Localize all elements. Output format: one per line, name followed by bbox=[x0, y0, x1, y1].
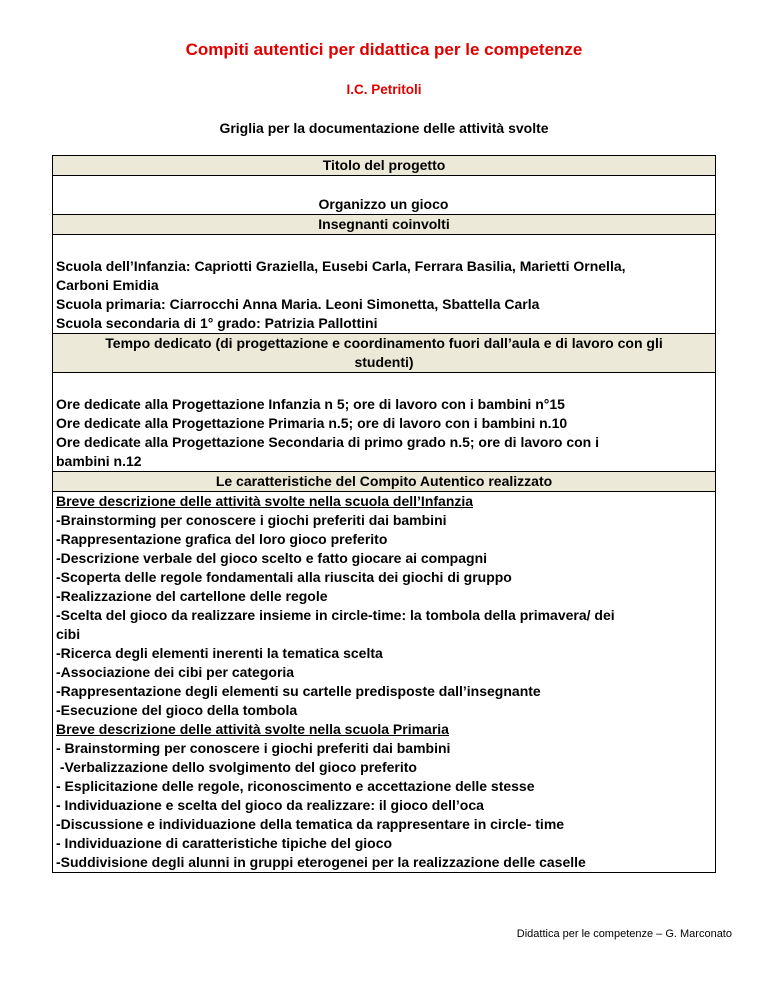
hours-line: Ore dedicate alla Progettazione Primaria n.5; ore di lavoro con i bambini n.10 bbox=[56, 415, 568, 431]
project-title-value: Organizzo un gioco bbox=[318, 196, 449, 212]
activity-item: -Rappresentazione grafica del loro gioco preferito bbox=[56, 531, 388, 547]
activity-item: -Scoperta delle regole fondamentali alla riuscita dei giochi di gruppo bbox=[56, 569, 512, 585]
hours-line: Ore dedicate alla Progettazione Infanzia n 5; ore di lavoro con i bambini n°15 bbox=[56, 396, 565, 412]
teachers-line: Scuola dell’Infanzia: Capriotti Graziella, Eusebi Carla, Ferrara Basilia, Marietti Ornella, bbox=[56, 258, 626, 274]
primaria-subheading: Breve descrizione delle attività svolte nella scuola Primaria bbox=[56, 721, 449, 737]
activity-item: -Realizzazione del cartellone delle regole bbox=[56, 588, 328, 604]
page-footer: Didattica per le competenze – G. Marconato bbox=[516, 928, 732, 940]
hours-line: Ore dedicate alla Progettazione Secondaria di primo grado n.5; ore di lavoro con i bbox=[56, 434, 600, 450]
hours-line: bambini n.12 bbox=[56, 453, 142, 469]
activity-item: - Individuazione e scelta del gioco da realizzare: il gioco dell’oca bbox=[56, 797, 484, 813]
infanzia-subheading: Breve descrizione delle attività svolte nella scuola dell’Infanzia bbox=[56, 493, 474, 509]
activity-item: -Brainstorming per conoscere i giochi preferiti dai bambini bbox=[56, 512, 447, 528]
activity-item: -Ricerca degli elementi inerenti la tematica scelta bbox=[56, 645, 383, 661]
activity-item: - Individuazione di caratteristiche tipiche del gioco bbox=[56, 835, 393, 851]
tempo-heading-line: Tempo dedicato (di progettazione e coordinamento fuori dall’aula e di lavoro con gli bbox=[105, 335, 663, 351]
activity-item: -Descrizione verbale del gioco scelto e fatto giocare ai compagni bbox=[56, 550, 488, 566]
document-title: Compiti autentici per didattica per le competenze bbox=[185, 40, 583, 59]
section-heading-titolo: Titolo del progetto bbox=[53, 156, 715, 176]
section-heading-tempo bbox=[53, 334, 715, 373]
section-body-tempo bbox=[53, 373, 715, 472]
activity-item: -Verbalizzazione dello svolgimento del gioco preferito bbox=[56, 759, 417, 775]
activity-item: - Brainstorming per conoscere i giochi preferiti dai bambini bbox=[56, 740, 451, 756]
teachers-line: Scuola primaria: Ciarrocchi Anna Maria. Leoni Simonetta, Sbattella Carla bbox=[56, 296, 540, 312]
activity-item: -Esecuzione del gioco della tombola bbox=[56, 702, 298, 718]
activity-item: -Associazione dei cibi per categoria bbox=[56, 664, 295, 680]
section-heading-insegnanti: Insegnanti coinvolti bbox=[53, 215, 715, 235]
activity-item: -Rappresentazione degli elementi su cartelle predisposte dall’insegnante bbox=[56, 683, 541, 699]
activity-item: -Discussione e individuazione della tematica da rappresentare in circle- time bbox=[56, 816, 565, 832]
section-heading-caratteristiche: Le caratteristiche del Compito Autentico realizzato bbox=[53, 472, 715, 492]
section-body-insegnanti bbox=[53, 235, 715, 334]
documentation-grid bbox=[52, 155, 716, 873]
section-body-titolo bbox=[53, 176, 715, 215]
school-name: I.C. Petritoli bbox=[346, 82, 422, 97]
grid-title: Griglia per la documentazione delle attività svolte bbox=[219, 120, 549, 136]
section-body-caratteristiche bbox=[53, 492, 715, 872]
teachers-line: Carboni Emidia bbox=[56, 277, 159, 293]
activity-item: cibi bbox=[56, 626, 81, 642]
activity-item: - Esplicitazione delle regole, riconoscimento e accettazione delle stesse bbox=[56, 778, 535, 794]
activity-item: -Suddivisione degli alunni in gruppi eterogenei per la realizzazione delle caselle bbox=[56, 854, 586, 870]
activity-item: -Scelta del gioco da realizzare insieme in circle-time: la tombola della primavera/ dei bbox=[56, 607, 615, 623]
teachers-line: Scuola secondaria di 1° grado: Patrizia Pallottini bbox=[56, 315, 378, 331]
tempo-heading-line: studenti) bbox=[354, 354, 414, 370]
